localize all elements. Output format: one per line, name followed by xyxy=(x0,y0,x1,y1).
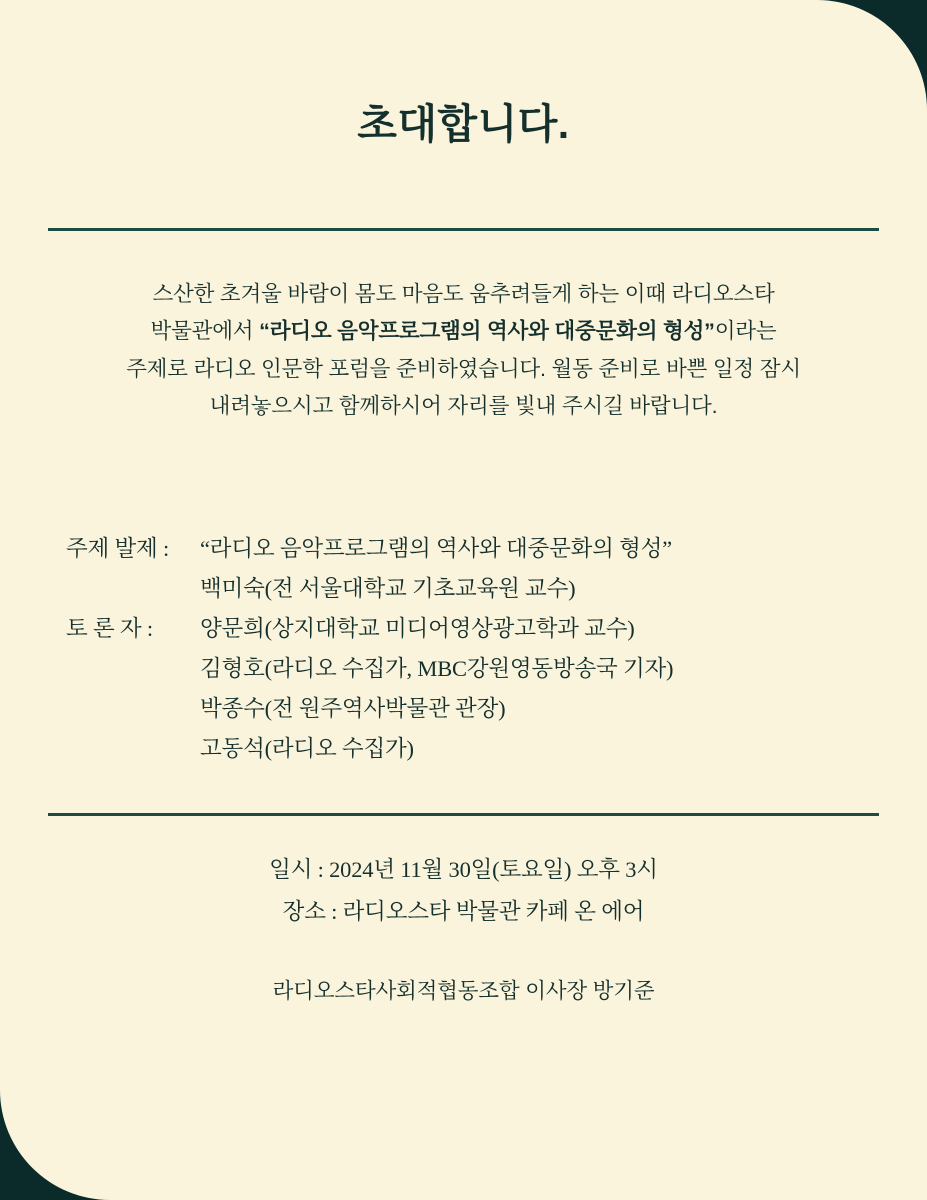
topic-presenter: 백미숙(전 서울대학교 기초교육원 교수) xyxy=(200,575,576,601)
program-row xyxy=(48,569,879,609)
program-block xyxy=(48,529,879,769)
discussant-1: 양문희(상지대학교 미디어영상광고학과 교수) xyxy=(200,616,635,642)
greeting-line-2-tail: 이라는 xyxy=(714,319,777,344)
greeting-line-4: 내려놓으시고 함께하시어 자리를 빛내 주시길 바랍니다. xyxy=(209,393,718,418)
greeting-line-1: 스산한 초겨울 바람이 몸도 마음도 움추려들게 하는 이때 라디오스타 xyxy=(152,282,775,307)
greeting-line-3: 주제로 라디오 인문학 포럼을 준비하였습니다. 월동 준비로 바쁜 일정 잠시 xyxy=(126,356,801,381)
program-row xyxy=(48,529,879,569)
event-details xyxy=(48,849,879,1012)
topic-label: 주제 발제 : xyxy=(66,535,170,561)
program-row xyxy=(48,689,879,729)
greeting-line-2: 박물관에서 xyxy=(150,319,260,344)
event-place: 장소 : 라디오스타 박물관 카페 온 에어 xyxy=(282,898,645,924)
divider-bottom xyxy=(48,813,879,816)
program-row xyxy=(48,729,879,769)
page-title: 초대합니다. xyxy=(357,101,570,147)
greeting-paragraph xyxy=(48,276,879,425)
divider-top xyxy=(48,228,879,231)
event-datetime: 일시 : 2024년 11월 30일(토요일) 오후 3시 xyxy=(269,857,658,883)
discussant-4: 고동석(라디오 수집가) xyxy=(200,736,414,762)
program-row xyxy=(48,609,879,649)
topic-value: “라디오 음악프로그램의 역사와 대중문화의 형성” xyxy=(200,535,672,561)
discussant-2: 김형호(라디오 수집가, MBC강원영동방송국 기자) xyxy=(200,656,674,682)
discussion-label: 토 론 자 : xyxy=(66,616,153,642)
host-signature: 라디오스타사회적협동조합 이사장 방기준 xyxy=(272,979,655,1004)
program-row xyxy=(48,649,879,689)
discussant-3: 박종수(전 원주역사박물관 관장) xyxy=(200,696,506,722)
greeting-emphasis: “라디오 음악프로그램의 역사와 대중문화의 형성” xyxy=(259,319,715,344)
